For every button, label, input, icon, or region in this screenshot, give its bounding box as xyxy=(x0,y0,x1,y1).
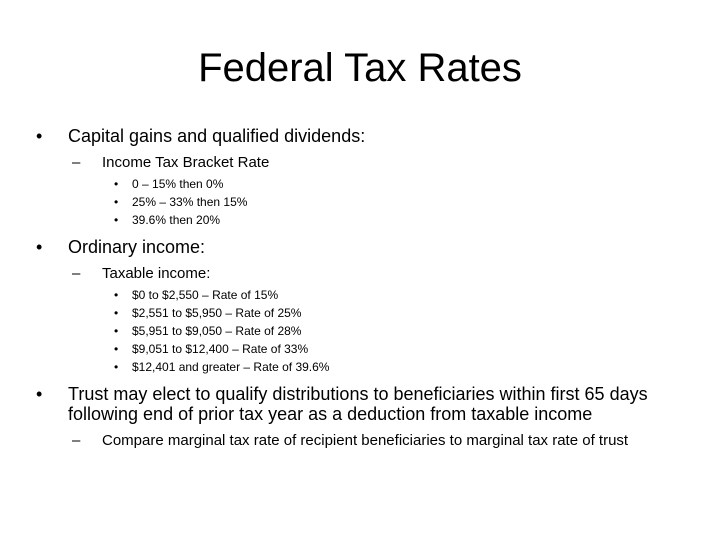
bullet-trust-election xyxy=(36,384,686,424)
sub-bullet-taxable-income xyxy=(36,265,686,282)
bullet-ordinary-income xyxy=(36,237,686,257)
list-item xyxy=(36,193,686,211)
bullet-marker: • xyxy=(114,360,119,374)
sub-bullet-bracket-rate xyxy=(36,154,686,171)
bullet-marker: • xyxy=(114,213,119,227)
bullet-text: Capital gains and qualified dividends: xyxy=(68,126,366,146)
list-item xyxy=(36,286,686,304)
sub-bullet-compare-rates xyxy=(36,432,686,449)
bullet-marker: • xyxy=(114,306,119,320)
list-item-text: $9,051 to $12,400 – Rate of 33% xyxy=(132,342,309,356)
list-item xyxy=(36,304,686,322)
list-item-text: 39.6% then 20% xyxy=(132,213,221,227)
bullet-marker: • xyxy=(114,177,119,191)
bullet-marker: • xyxy=(36,237,43,257)
bullet-marker: • xyxy=(114,195,119,209)
list-item xyxy=(36,340,686,358)
dash-marker: – xyxy=(72,265,81,282)
slide-title: Federal Tax Rates xyxy=(198,46,522,90)
sub-bullet-text: Income Tax Bracket Rate xyxy=(102,154,270,171)
sub-bullet-text: Taxable income: xyxy=(102,265,211,282)
slide-content xyxy=(36,126,686,449)
bullet-text: Trust may elect to qualify distributions to beneficiaries within first 65 days following end of prior tax year as a deduction from taxable income xyxy=(68,384,648,424)
bullet-text: Ordinary income: xyxy=(68,237,206,257)
bullet-marker: • xyxy=(36,384,43,404)
list-item xyxy=(36,358,686,376)
list-item-text: $5,951 to $9,050 – Rate of 28% xyxy=(132,324,302,338)
bullet-marker: • xyxy=(114,342,119,356)
dash-marker: – xyxy=(72,154,81,171)
list-item-text: $12,401 and greater – Rate of 39.6% xyxy=(132,360,330,374)
bullet-marker: • xyxy=(114,324,119,338)
list-item-text: 25% – 33% then 15% xyxy=(132,195,248,209)
list-item-text: $2,551 to $5,950 – Rate of 25% xyxy=(132,306,302,320)
list-item xyxy=(36,322,686,340)
bullet-marker: • xyxy=(114,288,119,302)
list-item-text: 0 – 15% then 0% xyxy=(132,177,224,191)
list-item xyxy=(36,175,686,193)
bullet-marker: • xyxy=(36,126,43,146)
dash-marker: – xyxy=(72,432,81,449)
bullet-capital-gains xyxy=(36,126,686,146)
list-item xyxy=(36,211,686,229)
list-item-text: $0 to $2,550 – Rate of 15% xyxy=(132,288,279,302)
sub-bullet-text: Compare marginal tax rate of recipient beneficiaries to marginal tax rate of trust xyxy=(102,432,629,449)
